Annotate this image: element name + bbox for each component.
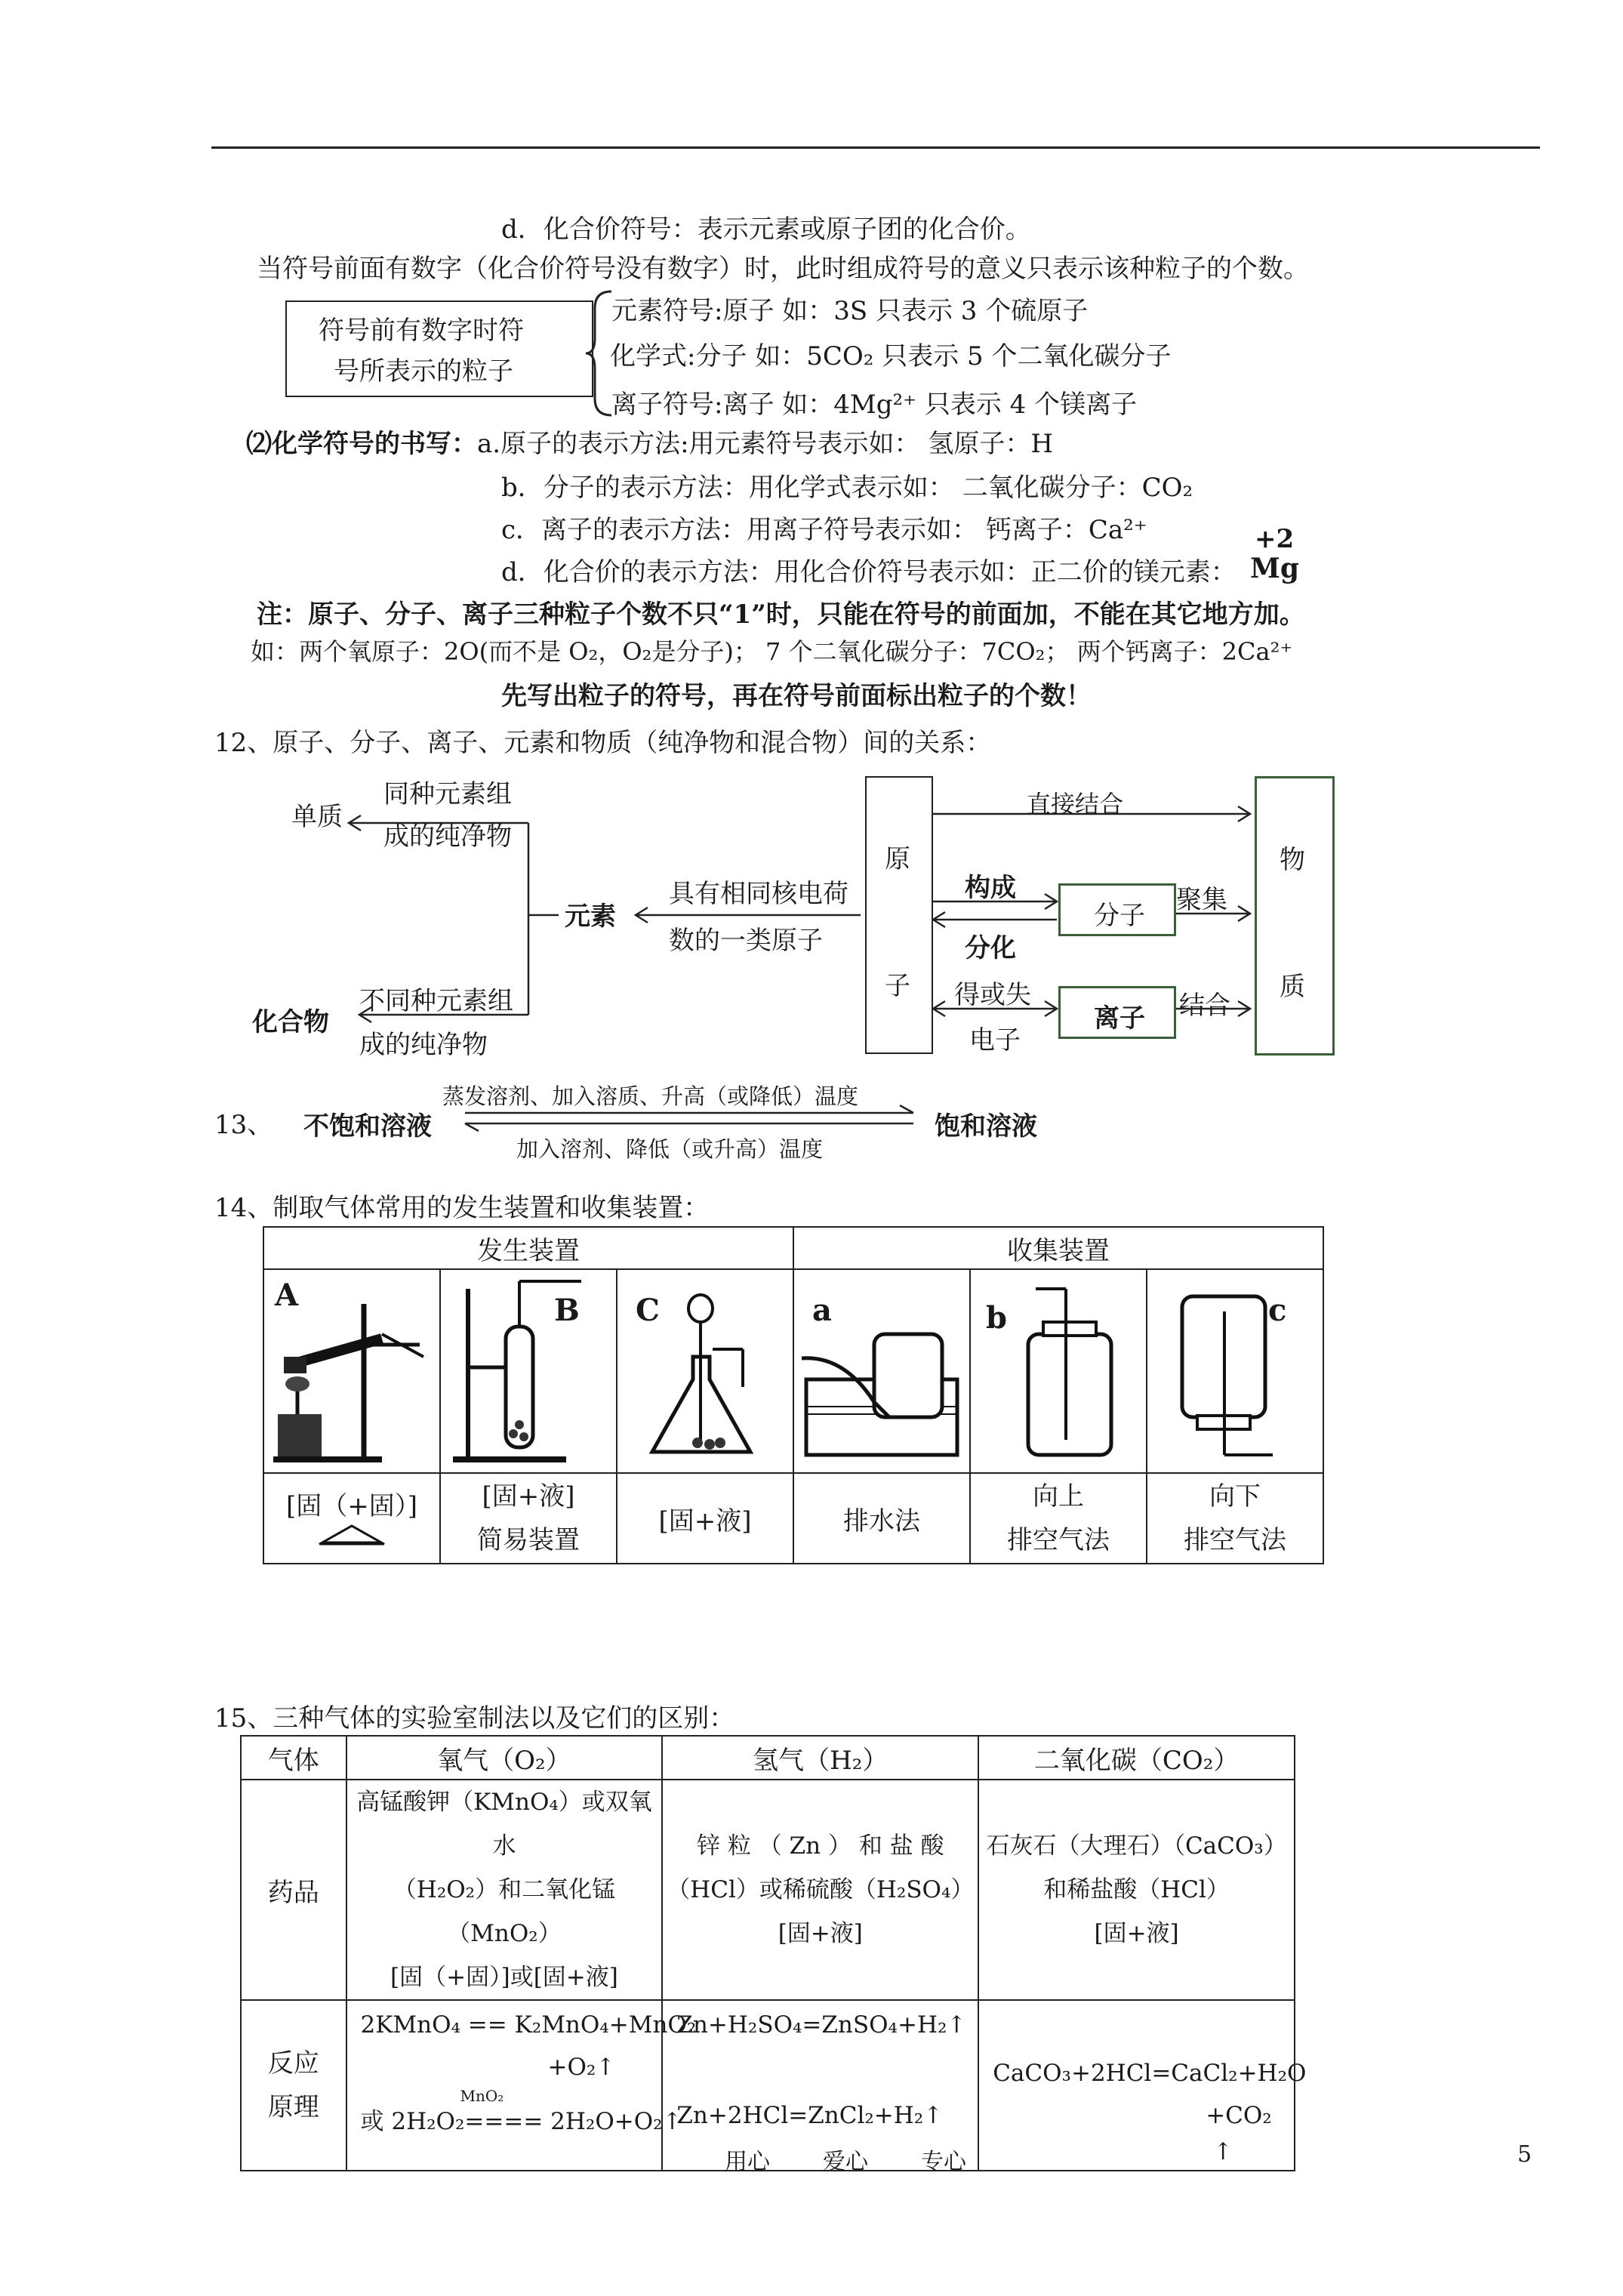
writing-heading-label: ⑵化学符号的书写： bbox=[246, 429, 477, 459]
jiehe-label: 结合 bbox=[1179, 991, 1230, 1021]
oxygen-drug-3: [固（+固）]或[固+液] bbox=[390, 1964, 618, 1991]
oxygen-reaction-1: 2KMnO₄ == K₂MnO₄+MnO₂ bbox=[360, 2011, 697, 2039]
apparatus-C-label: [固+液] bbox=[617, 1473, 793, 1564]
apparatus-b-line1: 向上 bbox=[1033, 1481, 1084, 1512]
apparatus-A bbox=[263, 1269, 440, 1473]
co2-drug-1: 石灰石（大理石）（CaCO₃） bbox=[986, 1832, 1287, 1860]
hydrogen-reaction-2: Zn+2HCl=ZnCl₂+H₂↑ bbox=[676, 2102, 944, 2129]
particle-box-line2: 号所表示的粒子 bbox=[334, 356, 513, 387]
apparatus-a bbox=[793, 1269, 970, 1473]
oxygen-drug bbox=[346, 1780, 663, 2000]
writing-a: a.原子的表示方法:用元素符号表示如： 氢原子：H bbox=[477, 429, 1053, 459]
section12-heading: 12、原子、分子、离子、元素和物质（纯净物和混合物）间的关系： bbox=[214, 728, 992, 758]
juji-label: 聚集 bbox=[1176, 885, 1227, 915]
atom-box bbox=[865, 776, 933, 1054]
diff-element-2: 成的纯净物 bbox=[359, 1030, 488, 1060]
apparatus-b bbox=[970, 1269, 1147, 1473]
diff-element-1: 不同种元素组 bbox=[359, 986, 513, 1016]
saturated-label: 饱和溶液 bbox=[935, 1111, 1037, 1142]
section13-num: 13、 bbox=[214, 1110, 273, 1140]
hydrogen-drug-2: （HCl）或稀硫酸（H₂SO₄） bbox=[667, 1876, 975, 1903]
co2-drug-3: [固+液] bbox=[1094, 1920, 1179, 1947]
apparatus-A-letter: A bbox=[275, 1277, 299, 1313]
oxygen-drug-1: 高锰酸钾（KMnO₄）或双氧水 bbox=[356, 1789, 652, 1860]
apparatus-B bbox=[440, 1269, 617, 1473]
simple-liquid-apparatus-icon bbox=[445, 1274, 611, 1462]
apparatus-a-letter: a bbox=[812, 1293, 832, 1328]
fenhua-label: 分化 bbox=[965, 933, 1016, 963]
oxygen-drug-2: （H₂O₂）和二氧化锰（MnO₂） bbox=[393, 1876, 616, 1947]
footer-motto-2: 爱心 bbox=[823, 2149, 868, 2175]
valence-top: +2 bbox=[1255, 524, 1295, 554]
co2-reaction-1: CaCO₃+2HCl=CaCl₂+H₂O bbox=[993, 2060, 1307, 2087]
co2-header: 二氧化碳（CO₂） bbox=[978, 1736, 1295, 1780]
ion-box bbox=[1058, 986, 1176, 1039]
footer-motto-3: 专心 bbox=[921, 2149, 966, 2175]
goucheng-label: 构成 bbox=[965, 873, 1016, 903]
writing-emphasis: 先写出粒子的符号，再在符号前面标出粒子的个数！ bbox=[501, 681, 1092, 711]
co2-drug-2: 和稀盐酸（HCl） bbox=[1043, 1876, 1230, 1903]
footer-motto-1: 用心 bbox=[725, 2149, 770, 2175]
writing-note: 注：原子、分子、离子三种粒子个数不只“1”时，只能在符号的前面加，不能在其它地方加。 bbox=[257, 599, 1305, 630]
reverse-condition: 加入溶剂、降低（或升高）温度 bbox=[516, 1136, 824, 1162]
matter-box bbox=[1255, 776, 1335, 1056]
hydrogen-drug bbox=[662, 1780, 978, 2000]
collector-header: 收集装置 bbox=[793, 1227, 1323, 1269]
section14-heading: 14、制取气体常用的发生装置和收集装置： bbox=[214, 1193, 710, 1223]
co2-reaction-3: ↑ bbox=[1213, 2138, 1233, 2165]
apparatus-b-letter: b bbox=[986, 1300, 1007, 1336]
apparatus-a-label: 排水法 bbox=[793, 1473, 970, 1564]
forward-condition: 蒸发溶剂、加入溶质、升高（或降低）温度 bbox=[442, 1083, 859, 1109]
apparatus-c-line1: 向下 bbox=[1209, 1481, 1261, 1512]
reaction-label-1: 反应 bbox=[267, 2048, 319, 2079]
apparatus-table bbox=[263, 1226, 1324, 1564]
apparatus-A-label bbox=[263, 1473, 440, 1564]
writing-c: c．离子的表示方法：用离子符号表示如： 钙离子：Ca²⁺ bbox=[501, 515, 1147, 545]
apparatus-c bbox=[1147, 1269, 1323, 1473]
same-element-2: 成的纯净物 bbox=[383, 821, 512, 852]
matter-char-1: 物 bbox=[1280, 845, 1305, 875]
apparatus-c-line2: 排空气法 bbox=[1184, 1525, 1286, 1555]
apparatus-c-label bbox=[1147, 1473, 1323, 1564]
apparatus-b-label bbox=[970, 1473, 1147, 1564]
apparatus-c-letter: c bbox=[1268, 1293, 1287, 1328]
same-element-1: 同种元素组 bbox=[383, 779, 512, 809]
apparatus-B-type: [固+液] bbox=[482, 1481, 575, 1512]
section-d-line: d．化合价符号：表示元素或原子团的化合价。 bbox=[501, 214, 1031, 245]
bracket-item-element: 元素符号:原子 如：3S 只表示 3 个硫原子 bbox=[611, 296, 1089, 326]
hydrogen-drug-3: [固+液] bbox=[778, 1920, 863, 1947]
co2-reaction bbox=[978, 2000, 1307, 2171]
generator-header: 发生装置 bbox=[263, 1227, 793, 1269]
writing-d: d．化合价的表示方法：用化合价符号表示如：正二价的镁元素： bbox=[501, 557, 1236, 587]
bracket-item-ion: 离子符号:离子 如：4Mg²⁺ 只表示 4 个镁离子 bbox=[611, 390, 1138, 420]
gain-lose-1: 得或失 bbox=[954, 980, 1031, 1010]
matter-char-2: 质 bbox=[1280, 972, 1305, 1002]
hydrogen-header: 氢气（H₂） bbox=[662, 1736, 978, 1780]
bracket-item-formula: 化学式:分子 如：5CO₂ 只表示 5 个二氧化碳分子 bbox=[610, 341, 1172, 371]
writing-b: b．分子的表示方法：用化学式表示如： 二氧化碳分子：CO₂ bbox=[501, 473, 1193, 503]
writing-example: 如：两个氧原子：2O(而不是 O₂，O₂是分子)； 7 个二氧化碳分子：7CO₂； 两个钙离子：2Ca²⁺ bbox=[251, 637, 1293, 666]
apparatus-B-desc: 简易装置 bbox=[477, 1525, 580, 1555]
unsaturated-label: 不饱和溶液 bbox=[303, 1111, 432, 1142]
section15-heading: 15、三种气体的实验室制法以及它们的区别： bbox=[214, 1703, 735, 1734]
section-d-note: 当符号前面有数字（化合价符号没有数字）时，此时组成符号的意义只表示该种粒子的个数。 bbox=[257, 254, 1309, 284]
reaction-label bbox=[241, 2000, 346, 2171]
gain-lose-2: 电子 bbox=[969, 1025, 1021, 1056]
gas-preparation-table bbox=[240, 1735, 1307, 2171]
molecule-box bbox=[1058, 883, 1176, 936]
apparatus-B-letter: B bbox=[554, 1293, 580, 1328]
molecule-label: 分子 bbox=[1094, 901, 1145, 931]
ion-label: 离子 bbox=[1094, 1003, 1145, 1034]
nuclear-charge-2: 数的一类原子 bbox=[669, 926, 823, 956]
hydrogen-reaction-1: Zn+H₂SO₄=ZnSO₄+H₂↑ bbox=[676, 2011, 967, 2039]
reaction-label-2: 原理 bbox=[267, 2092, 319, 2122]
downward-air-collection-icon bbox=[1152, 1274, 1318, 1462]
huahewu-label: 化合物 bbox=[252, 1007, 329, 1037]
oxygen-catalyst: MnO₂ bbox=[460, 2087, 504, 2105]
apparatus-b-line2: 排空气法 bbox=[1007, 1525, 1110, 1555]
apparatus-B-label bbox=[440, 1473, 617, 1564]
valence-symbol: Mg bbox=[1250, 553, 1300, 584]
oxygen-header: 氧气（O₂） bbox=[346, 1736, 663, 1780]
yuansu-label: 元素 bbox=[565, 901, 616, 932]
nuclear-charge-1: 具有相同核电荷 bbox=[669, 879, 848, 909]
apparatus-C-letter: C bbox=[636, 1293, 660, 1328]
apparatus-C bbox=[617, 1269, 793, 1473]
atom-char-2: 子 bbox=[885, 971, 910, 1001]
apparatus-A-type: [固（+固）] bbox=[285, 1490, 418, 1521]
danzhi-label: 单质 bbox=[291, 802, 343, 832]
gas-header: 气体 bbox=[241, 1736, 346, 1780]
heating-triangle-icon bbox=[318, 1523, 386, 1546]
co2-reaction-2: +CO₂ bbox=[1206, 2102, 1272, 2129]
oxygen-reaction-3: 或 2H₂O₂==== 2H₂O+O₂↑ bbox=[360, 2108, 682, 2135]
direct-combine-label: 直接结合 bbox=[1027, 790, 1124, 818]
hydrogen-drug-1: 锌 粒 （ Zn ） 和 盐 酸 bbox=[697, 1832, 944, 1860]
drug-label: 药品 bbox=[241, 1780, 346, 2000]
co2-drug bbox=[978, 1780, 1295, 2000]
atom-char-1: 原 bbox=[885, 844, 910, 874]
particle-box-line1: 符号前有数字时符 bbox=[319, 316, 524, 346]
page-number: 5 bbox=[1517, 2141, 1532, 2168]
oxygen-reaction-2: +O₂↑ bbox=[547, 2054, 616, 2081]
oxygen-reaction bbox=[346, 2000, 697, 2171]
